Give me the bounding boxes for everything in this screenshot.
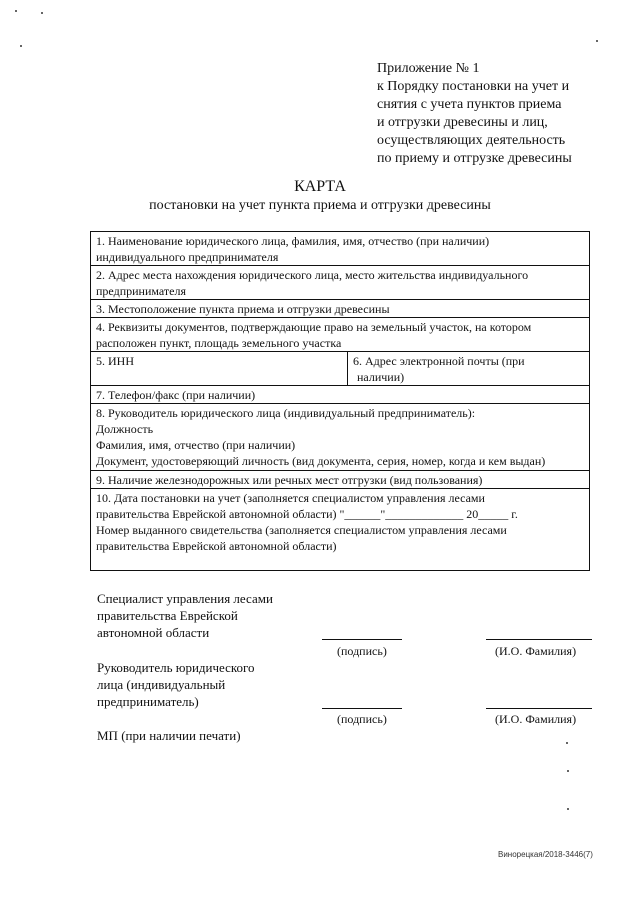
stamp-label: МП (при наличии печати) bbox=[97, 728, 241, 743]
head-signature-line bbox=[322, 708, 402, 709]
field-8-head bbox=[91, 404, 589, 469]
appendix-header bbox=[377, 60, 617, 168]
appendix-line: и отгрузки древесины и лиц, bbox=[377, 115, 548, 130]
scan-speck bbox=[567, 808, 569, 810]
appendix-line: снятия с учета пунктов приема bbox=[377, 97, 562, 112]
field-6-line: 6. Адрес электронной почты (при bbox=[353, 354, 525, 368]
scan-speck bbox=[20, 45, 22, 47]
scan-speck bbox=[566, 742, 568, 744]
document-title: КАРТА bbox=[294, 178, 346, 195]
head-label-line: лица (индивидуальный bbox=[97, 677, 226, 692]
field-2-line: 2. Адрес места нахождения юридического лица, место жительства индивидуального bbox=[96, 268, 529, 282]
field-4-land-documents bbox=[91, 318, 589, 351]
appendix-line: к Порядку постановки на учет и bbox=[377, 79, 570, 94]
appendix-line: осуществляющих деятельность bbox=[377, 133, 566, 148]
field-10-line: правительства Еврейской автономной области) "______"_____________ 20_____ г. bbox=[96, 507, 518, 521]
head-signature-caption: (подпись) bbox=[337, 712, 387, 726]
specialist-signature-line bbox=[322, 639, 402, 640]
specialist-label bbox=[97, 590, 273, 641]
field-1-line: индивидуального предпринимателя bbox=[96, 250, 279, 264]
specialist-label-line: автономной области bbox=[97, 625, 210, 640]
field-7-phone: 7. Телефон/факс (при наличии) bbox=[96, 388, 256, 402]
field-10-line: Номер выданного свидетельства (заполняется специалистом управления лесами bbox=[96, 523, 507, 537]
field-10-registration bbox=[91, 489, 589, 554]
field-10-line: правительства Еврейской автономной области) bbox=[96, 539, 337, 553]
field-1-line: 1. Наименование юридического лица, фамилия, имя, отчество (при наличии) bbox=[96, 234, 490, 248]
registration-form-table bbox=[90, 231, 590, 571]
field-2-line: предпринимателя bbox=[96, 284, 186, 298]
field-10-line: 10. Дата постановки на учет (заполняется специалистом управления лесами bbox=[96, 491, 485, 505]
scan-speck bbox=[15, 10, 17, 12]
field-8-line: Должность bbox=[96, 422, 154, 436]
specialist-label-line: правительства Еврейской bbox=[97, 608, 238, 623]
head-name-line bbox=[486, 708, 592, 709]
scan-speck bbox=[41, 12, 43, 14]
specialist-name-line bbox=[486, 639, 592, 640]
document-subtitle: постановки на учет пункта приема и отгрузки древесины bbox=[149, 198, 491, 213]
specialist-name-caption: (И.О. Фамилия) bbox=[495, 644, 577, 658]
head-label-line: предприниматель) bbox=[97, 694, 199, 709]
scan-speck bbox=[596, 40, 598, 42]
field-5-inn: 5. ИНН bbox=[96, 354, 134, 368]
field-6-line: наличии) bbox=[357, 370, 405, 384]
field-8-line: Фамилия, имя, отчество (при наличии) bbox=[96, 438, 296, 452]
field-2-address bbox=[91, 266, 589, 299]
field-4-line: 4. Реквизиты документов, подтверждающие право на земельный участок, на котором bbox=[96, 320, 532, 334]
scan-speck bbox=[567, 770, 569, 772]
field-8-line: Документ, удостоверяющий личность (вид документа, серия, номер, когда и кем выдан) bbox=[96, 454, 546, 468]
field-3-location: 3. Местоположение пункта приема и отгрузки древесины bbox=[96, 302, 390, 316]
field-9-shipping-places: 9. Наличие железнодорожных или речных мест отгрузки (вид пользования) bbox=[96, 473, 483, 487]
head-label bbox=[97, 659, 255, 710]
appendix-line: по приему и отгрузке древесины bbox=[377, 151, 572, 166]
field-8-line: 8. Руководитель юридического лица (индивидуальный предприниматель): bbox=[96, 406, 476, 420]
field-1-name bbox=[91, 232, 589, 265]
specialist-signature-caption: (подпись) bbox=[337, 644, 387, 658]
field-6-email bbox=[348, 352, 588, 385]
head-name-caption: (И.О. Фамилия) bbox=[495, 712, 577, 726]
head-label-line: Руководитель юридического bbox=[97, 660, 255, 675]
appendix-line: Приложение № 1 bbox=[377, 61, 480, 76]
field-4-line: расположен пункт, площадь земельного участка bbox=[96, 336, 342, 350]
document-code: Винорецкая/2018-3446(7) bbox=[498, 850, 593, 859]
specialist-label-line: Специалист управления лесами bbox=[97, 591, 273, 606]
